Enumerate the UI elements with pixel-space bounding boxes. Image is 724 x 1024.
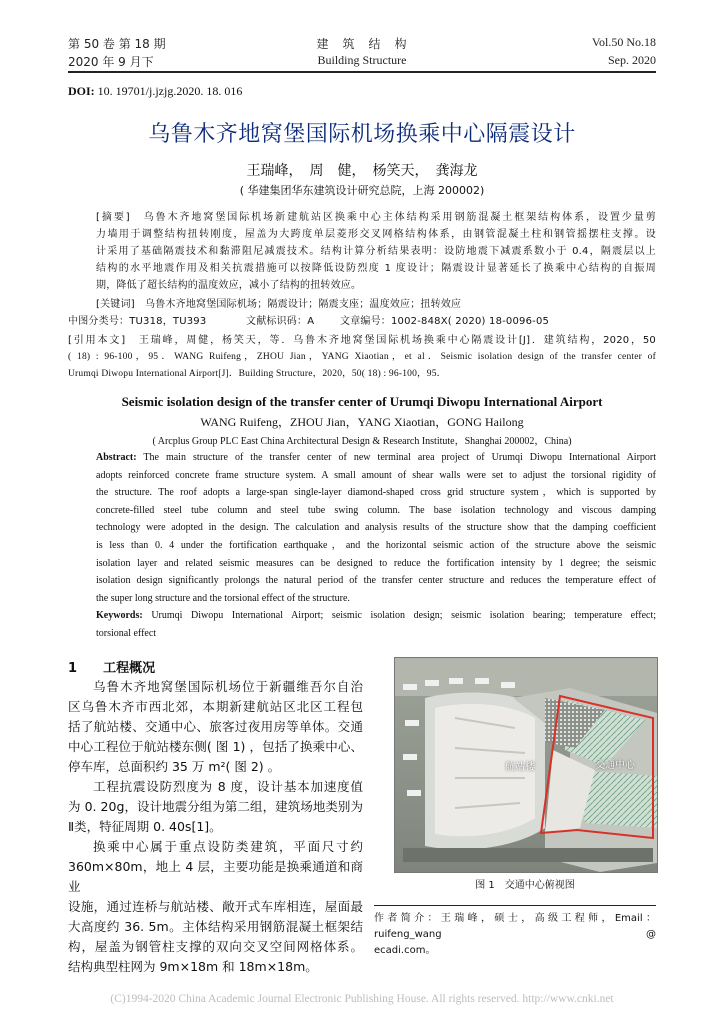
body-line: 换乘中心属于重点设防类建筑，平面尺寸约 xyxy=(93,839,363,854)
header-date-en: Sep. 2020 xyxy=(608,53,656,67)
classification-cn xyxy=(68,313,206,330)
keywords-en-line xyxy=(96,607,656,625)
figure-1-aerial-photo xyxy=(394,657,658,873)
article-number xyxy=(340,313,549,330)
author-note xyxy=(374,911,656,959)
abstract-en-line: the structure. The roof adopts a large-span single-layer diamond-shaped cross grid structure system，which is supported by xyxy=(96,487,656,499)
abstract-en-line: adopts reinforced concrete frame structure system. A small amount of shear walls were set to adjust the torsional rigidity of xyxy=(96,469,656,481)
abstract-en xyxy=(96,449,656,467)
keywords-cn xyxy=(96,296,461,313)
body-line: 设施，通过连桥与航站楼、敞开式车库相连，屋面最 xyxy=(68,899,363,914)
body-line: 结构典型柱网为 9m×18m 和 18m×18m。 xyxy=(68,959,318,974)
abstract-cn-line xyxy=(96,209,656,226)
abstract-en-body xyxy=(96,467,656,608)
label-transport-center: 交通中心 xyxy=(595,760,635,771)
doi xyxy=(68,84,242,99)
body-line: 中心工程位于航站楼东侧( 图 1) ，包括了换乘中心、 xyxy=(68,739,363,754)
citation-line xyxy=(68,332,656,349)
citation-label: [引用本文] xyxy=(68,335,126,346)
citation-text: 王瑞峰，周健，杨笑天，等．乌鲁木齐地窝堡国际机场换乘中心隔震设计[J]．建筑结构，2020，50 xyxy=(138,335,656,346)
label-terminal: 航站楼 xyxy=(505,762,535,773)
doi-label: DOI: xyxy=(68,84,95,98)
citation xyxy=(68,332,656,383)
affiliation-en: ( Arcplus Group PLC East China Architectural Design & Research Institute，Shanghai 200002，China) xyxy=(152,436,572,447)
document-code xyxy=(246,313,314,330)
clc-label: 中图分类号： xyxy=(68,316,130,327)
keywords-cn-text: 乌鲁木齐地窝堡国际机场；隔震设计；隔震支座；温度效应；扭转效应 xyxy=(145,299,462,310)
body-line: 区乌鲁木齐市西北郊，本期新建航站区北区工程包 xyxy=(68,699,363,714)
far-field xyxy=(395,658,657,696)
section-heading xyxy=(68,657,155,676)
section-body xyxy=(68,677,363,977)
header-rule xyxy=(68,71,656,73)
abstract-en-line: is less than 0. 4 under the fortification earthquake，and the horizontal seismic action of the structure above the seismic xyxy=(96,539,656,551)
body-line: 停车库，总面积约 35 万 m²( 图 2) 。 xyxy=(68,759,281,774)
authors-en: WANG Ruifeng，ZHOU Jian，YANG Xiaotian，GONG Hailong xyxy=(200,415,524,429)
abstract-en-label: Abstract: xyxy=(96,452,137,463)
doc-code-label: 文献标识码： xyxy=(246,316,308,327)
keywords-cn-label: [关键词] xyxy=(96,299,135,310)
abstract-cn-line: 力墙用于调整结构扭转刚度，屋盖为大跨度单层菱形交叉网格结构体系，由钢管混凝土柱和钢管摇摆柱支撑。设 xyxy=(96,229,656,240)
abstract-en-line xyxy=(96,449,656,467)
abstract-en-line: the super long structure and the torsional effect of the structure. xyxy=(96,592,350,604)
keywords-en-label: Keywords: xyxy=(96,610,143,621)
citation-line: ( 18) : 96-100，95．WANG Ruifeng，ZHOU Jian，YANG Xiaotian，et al．Seismic isolation design of the transfer center of xyxy=(68,352,656,362)
abstract-cn-line: 结构的水平地震作用及相关抗震措施可以按降低设防烈度 1 度设计；隔震设计显著延长了换乘中心结构的自振周 xyxy=(96,263,656,274)
body-line: 构，屋盖为钢管柱支撑的双向交叉空间网格体系。 xyxy=(68,939,363,954)
keywords-en-text: Urumqi Diwopu International Airport; seismic isolation design; seismic isolation bearing; temperature effect; xyxy=(151,610,656,621)
abstract-cn-line: 计采用了基础隔震技术和黏滞阻尼减震技术。结构计算分析结果表明：设防地震下减震系数小于 0.4，隔震层以上 xyxy=(96,246,656,257)
doi-value: 10. 19701/j.jzjg.2020. 18. 016 xyxy=(97,84,243,98)
header-volume-en: Vol.50 No.18 xyxy=(591,35,656,49)
author-note-line: 作者简介：王瑞峰，硕士，高级工程师，Email：ruifeng_wang @ xyxy=(374,913,656,940)
body-line: 360m×80m，地上 4 层，主要功能是换乘通道和商业 xyxy=(68,859,363,894)
doc-code-value: A xyxy=(307,316,315,327)
abstract-en-line: technology were adopted in the design. The calculation and analysis results of the structure show that the damping coefficient xyxy=(96,522,656,534)
paper-title-cn: 乌鲁木齐地窝堡国际机场换乘中心隔震设计 xyxy=(148,122,576,147)
citation-line: Urumqi Diwopu International Airport[J]．Building Structure，2020，50( 18) : 96-100，95． xyxy=(68,369,447,379)
article-number-value: 1002-848X( 2020) 18-0096-05 xyxy=(391,316,550,327)
keywords-en-line: torsional effect xyxy=(96,627,157,639)
abstract-cn-line: 期，降低了超长结构的温度效应，减小了结构的扭转效应。 xyxy=(96,280,362,291)
body-line: Ⅱ类，特征周期 0. 40s[1]。 xyxy=(68,819,222,834)
body-line: 乌鲁木齐地窝堡国际机场位于新疆维吾尔自治 xyxy=(93,679,363,694)
body-line: 工程抗震设防烈度为 8 度，设计基本加速度值 xyxy=(93,779,363,794)
header-issue-cn: 第 50 卷 第 18 期 xyxy=(68,37,166,51)
header-date-cn: 2020 年 9 月下 xyxy=(68,55,154,69)
abstract-cn-label: [摘要] xyxy=(96,212,130,223)
author-note-line: ecadi.com。 xyxy=(374,945,436,956)
keywords-en xyxy=(96,607,656,642)
article-number-label: 文章编号： xyxy=(340,316,391,327)
authors-cn: 王瑞峰， 周 健， 杨笑天， 龚海龙 xyxy=(246,163,478,179)
clc-value: TU318，TU393 xyxy=(129,316,207,327)
footnote-rule xyxy=(374,905,656,906)
body-line: 为 0. 20g，设计地震分组为第二组，建筑场地类别为 xyxy=(68,799,363,814)
copyright-footer: (C)1994-2020 China Academic Journal Electronic Publishing House. All rights reserved. http://www.cnki.net xyxy=(110,993,614,1005)
header-journal-cn: 建 筑 结 构 xyxy=(316,37,408,51)
abstract-cn xyxy=(96,209,656,294)
abstract-en-line: concrete-filled steel tube column and steel tube swing column. The base isolation technology and viscous damping xyxy=(96,504,656,516)
section-number: 1 xyxy=(68,661,78,676)
access-road xyxy=(403,848,653,862)
header-journal-en: Building Structure xyxy=(317,53,407,67)
abstract-en-text: The main structure of the transfer center of new terminal area project of Urumqi Diwopu International Airport xyxy=(143,452,657,463)
abstract-cn-text: 乌鲁木齐地窝堡国际机场新建航站区换乘中心主体结构采用钢筋混凝土框架结构体系，设置少量剪 xyxy=(143,212,656,223)
abstract-en-line: isolation design significantly prolongs the natural period of the transfer center structure and reduces the temperature effect of xyxy=(96,575,656,587)
section-title: 工程概况 xyxy=(103,661,156,676)
body-line: 括了航站楼、交通中心、旅客过夜用房等单体。交通 xyxy=(68,719,363,734)
abstract-en-line: isolation layer and related seismic measures can be designed to reduce the fortification intensity by 1 degree; the seismic xyxy=(96,557,656,569)
figure-1-caption: 图 1 交通中心俯视图 xyxy=(475,880,575,891)
affiliation-cn: ( 华建集团华东建筑设计研究总院，上海 200002) xyxy=(239,184,485,197)
paper-title-en: Seismic isolation design of the transfer center of Urumqi Diwopu International Airport xyxy=(121,394,603,409)
body-line: 大高度约 36. 5m。主体结构采用钢筋混凝土框架结 xyxy=(68,919,363,934)
